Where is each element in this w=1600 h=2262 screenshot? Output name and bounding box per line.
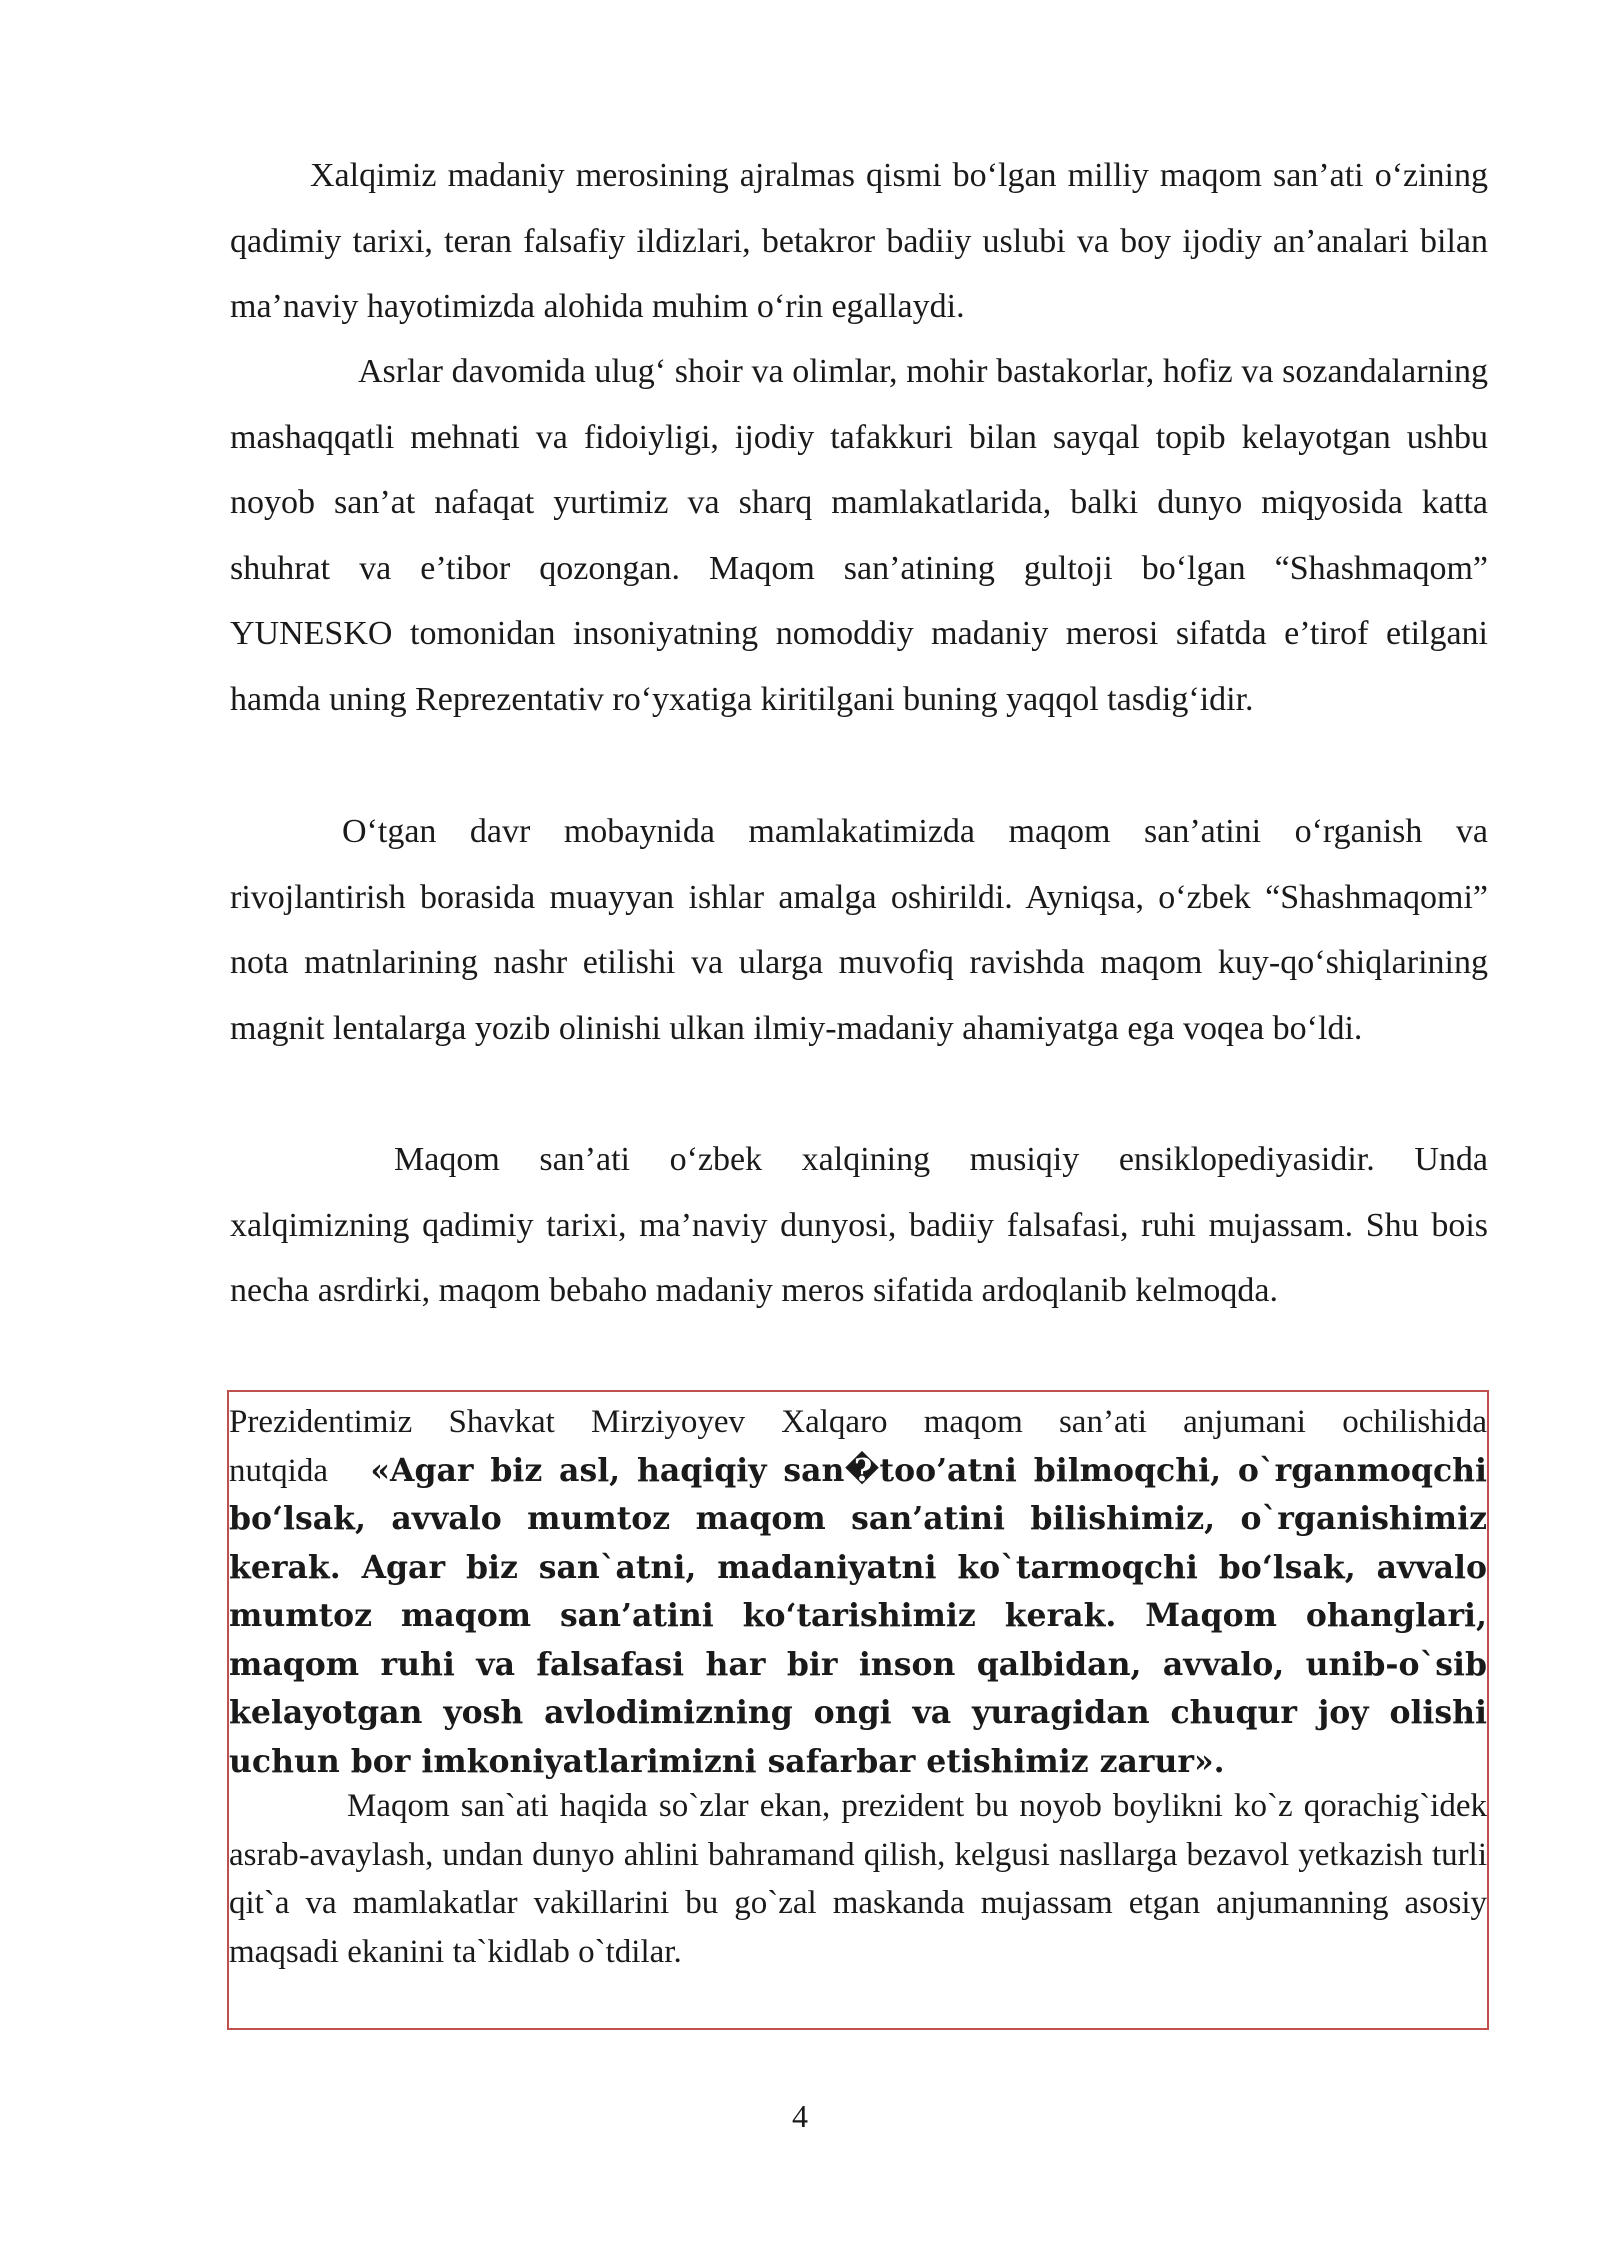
page-number: 4 xyxy=(792,2098,808,2134)
paragraph-1-text: Xalqimiz madaniy merosining ajralmas qismi bo‘lgan milliy maqom san’ati o‘zining qadimiy tarixi, teran falsafiy ildizlari, betakror badiiy uslubi va boy ijodiy an’analari bilan ma’naviy hayotimizda alohida muhim o‘rin egallaydi. xyxy=(230,157,1488,325)
paragraph-1 xyxy=(230,143,1488,340)
paragraph-4 xyxy=(230,1127,1488,1324)
paragraph-4-text: Maqom san’ati o‘zbek xalqining musiqiy ensiklopediyasidir. Unda xalqimizning qadimiy tarixi, ma’naviy dunyosi, badiiy falsafasi, ruhi mujassam. Shu bois necha asrdirki, maqom bebaho madaniy meros sifatida ardoqlanib kelmoqda. xyxy=(230,1141,1488,1309)
paragraph-3 xyxy=(230,799,1488,1061)
president-quote: «Agar biz asl, haqiqiy san�too’atni bilmoqchi, o`rganmoqchi bo‘lsak, avvalo mumtoz maqom san’atini bilishimiz, o`rganishimiz kerak. Agar biz san`atni, madaniyatni ko`tarmoqchi bo‘lsak, avvalo mumtoz maqom san’atini ko‘tarishimiz kerak. Maqom ohanglari, maqom ruhi va falsafasi har bir inson qalbidan, avvalo, unib-o`sib kelayotgan yosh avlodimizning ongi va yuragidan chuqur joy olishi uchun bor imkoniyatlarimizni safarbar etishimiz zarur». xyxy=(229,1451,1487,1780)
quote-paragraph xyxy=(229,1398,1487,1786)
paragraph-3-text: O‘tgan davr mobaynida mamlakatimizda maqom san’atini o‘rganish va rivojlantirish borasida muayyan ishlar amalga oshirildi. Ayniqsa, o‘zbek “Shashmaqomi” nota matnlarining nashr etilishi va ularga muvofiq ravishda maqom kuy-qo‘shiqlarining magnit lentalarga yozib olinishi ulkan ilmiy-madaniy ahamiyatga ega voqea bo‘ldi. xyxy=(230,813,1488,1047)
paragraph-2-text: Asrlar davomida ulug‘ shoir va olimlar, mohir bastakorlar, hofiz va sozandalarning mashaqqatli mehnati va fidoiyligi, ijodiy tafakkuri bilan sayqal topib kelayotgan ushbu noyob san’at nafaqat yurtimiz va sharq mamlakatlarida, balki dunyo miqyosida katta shuhrat va e’tibor qozongan. Maqom san’atining gultoji bo‘lgan “Shashmaqom” YUNESKO tomonidan insoniyatning nomoddiy madaniy merosi sifatda e’tirof etilgani hamda uning Reprezentativ ro‘yxatiga kiritilgani buning yaqqol tasdig‘idir. xyxy=(230,353,1488,718)
quote-intro: Prezidentimiz Shavkat Mirziyoyev Xalqaro maqom san’ati anjumani ochilishida nutqida xyxy=(229,1404,1487,1489)
quote-box-paragraph-text: Maqom san`ati haqida so`zlar ekan, prezident bu noyob boylikni ko`z qorachig`idek asrab-avaylash, undan dunyo ahlini bahramand qilish, kelgusi nasllarga bezavol yetkazish turli qit`a va mamlakatlar vakillarini bu go`zal maskanda mujassam etgan anjumanning asosiy maqsadi ekanini ta`kidlab o`tdilar. xyxy=(229,1788,1487,1970)
paragraph-2 xyxy=(230,339,1488,732)
quote-box xyxy=(227,1390,1489,2030)
quote-box-paragraph xyxy=(229,1782,1487,1976)
